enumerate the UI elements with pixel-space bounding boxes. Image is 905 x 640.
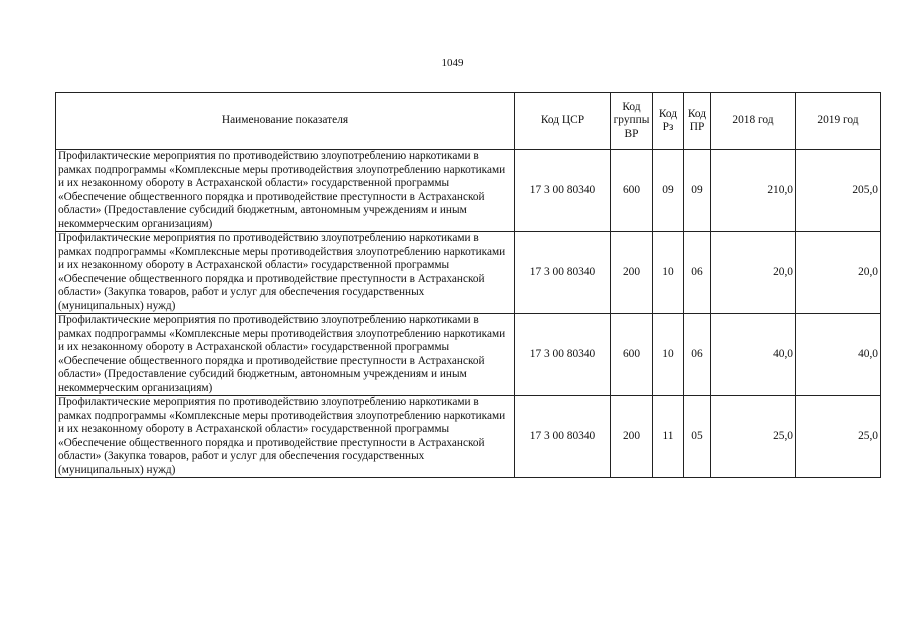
row-2018-amount: 20,0 (711, 232, 796, 314)
header-rz: Код Рз (653, 93, 684, 150)
row-2018-amount: 210,0 (711, 150, 796, 232)
header-csr: Код ЦСР (515, 93, 611, 150)
row-vr-cell: 200 (611, 232, 653, 314)
row-csr-cell: 17 3 00 80340 (515, 396, 611, 478)
row-2018-amount: 40,0 (711, 314, 796, 396)
row-rz-cell: 10 (653, 232, 684, 314)
table-row (56, 150, 881, 232)
row-2019-amount: 20,0 (796, 232, 881, 314)
row-csr-cell: 17 3 00 80340 (515, 314, 611, 396)
row-2019-amount: 25,0 (796, 396, 881, 478)
row-pr-cell: 09 (684, 150, 711, 232)
header-year-2018: 2018 год (711, 93, 796, 150)
row-vr-cell: 200 (611, 396, 653, 478)
row-pr-cell: 06 (684, 232, 711, 314)
row-name-cell: Профилактические мероприятия по противодействию злоупотреблению наркотиками в рамках подпрограммы «Комплексные меры противодействия злоупотреблению наркотиками и их незаконному обороту в Астраханской области» государственной программы «Обеспечение общественного порядка и противодействие преступности в Астраханской области» (Закупка товаров, работ и услуг для обеспечения государственных (муниципальных) нужд) (56, 232, 515, 314)
row-name-cell: Профилактические мероприятия по противодействию злоупотреблению наркотиками в рамках подпрограммы «Комплексные меры противодействия злоупотреблению наркотиками и их незаконному обороту в Астраханской области» государственной программы «Обеспечение общественного порядка и противодействие преступности в Астраханской области» (Предоставление субсидий бюджетным, автономным учреждениям и иным некоммерческим организациям) (56, 150, 515, 232)
row-name-cell: Профилактические мероприятия по противодействию злоупотреблению наркотиками в рамках подпрограммы «Комплексные меры противодействия злоупотреблению наркотиками и их незаконному обороту в Астраханской области» государственной программы «Обеспечение общественного порядка и противодействие преступности в Астраханской области» (Предоставление субсидий бюджетным, автономным учреждениям и иным некоммерческим организациям) (56, 314, 515, 396)
row-2019-amount: 40,0 (796, 314, 881, 396)
row-2019-amount: 205,0 (796, 150, 881, 232)
row-rz-cell: 11 (653, 396, 684, 478)
row-name-cell: Профилактические мероприятия по противодействию злоупотреблению наркотиками в рамках подпрограммы «Комплексные меры противодействия злоупотреблению наркотиками и их незаконному обороту в Астраханской области» государственной программы «Обеспечение общественного порядка и противодействие преступности в Астраханской области» (Закупка товаров, работ и услуг для обеспечения государственных (муниципальных) нужд) (56, 396, 515, 478)
header-year-2019: 2019 год (796, 93, 881, 150)
row-pr-cell: 05 (684, 396, 711, 478)
header-vr: Код группы ВР (611, 93, 653, 150)
header-pr: Код ПР (684, 93, 711, 150)
page-number: 1049 (441, 57, 464, 69)
header-name: Наименование показателя (56, 93, 515, 150)
table-row (56, 396, 881, 478)
row-csr-cell: 17 3 00 80340 (515, 232, 611, 314)
row-csr-cell: 17 3 00 80340 (515, 150, 611, 232)
row-2018-amount: 25,0 (711, 396, 796, 478)
budget-table (55, 92, 881, 478)
row-rz-cell: 09 (653, 150, 684, 232)
table-row (56, 314, 881, 396)
table-header-row (56, 93, 881, 150)
row-pr-cell: 06 (684, 314, 711, 396)
row-rz-cell: 10 (653, 314, 684, 396)
row-vr-cell: 600 (611, 150, 653, 232)
table-row (56, 232, 881, 314)
row-vr-cell: 600 (611, 314, 653, 396)
